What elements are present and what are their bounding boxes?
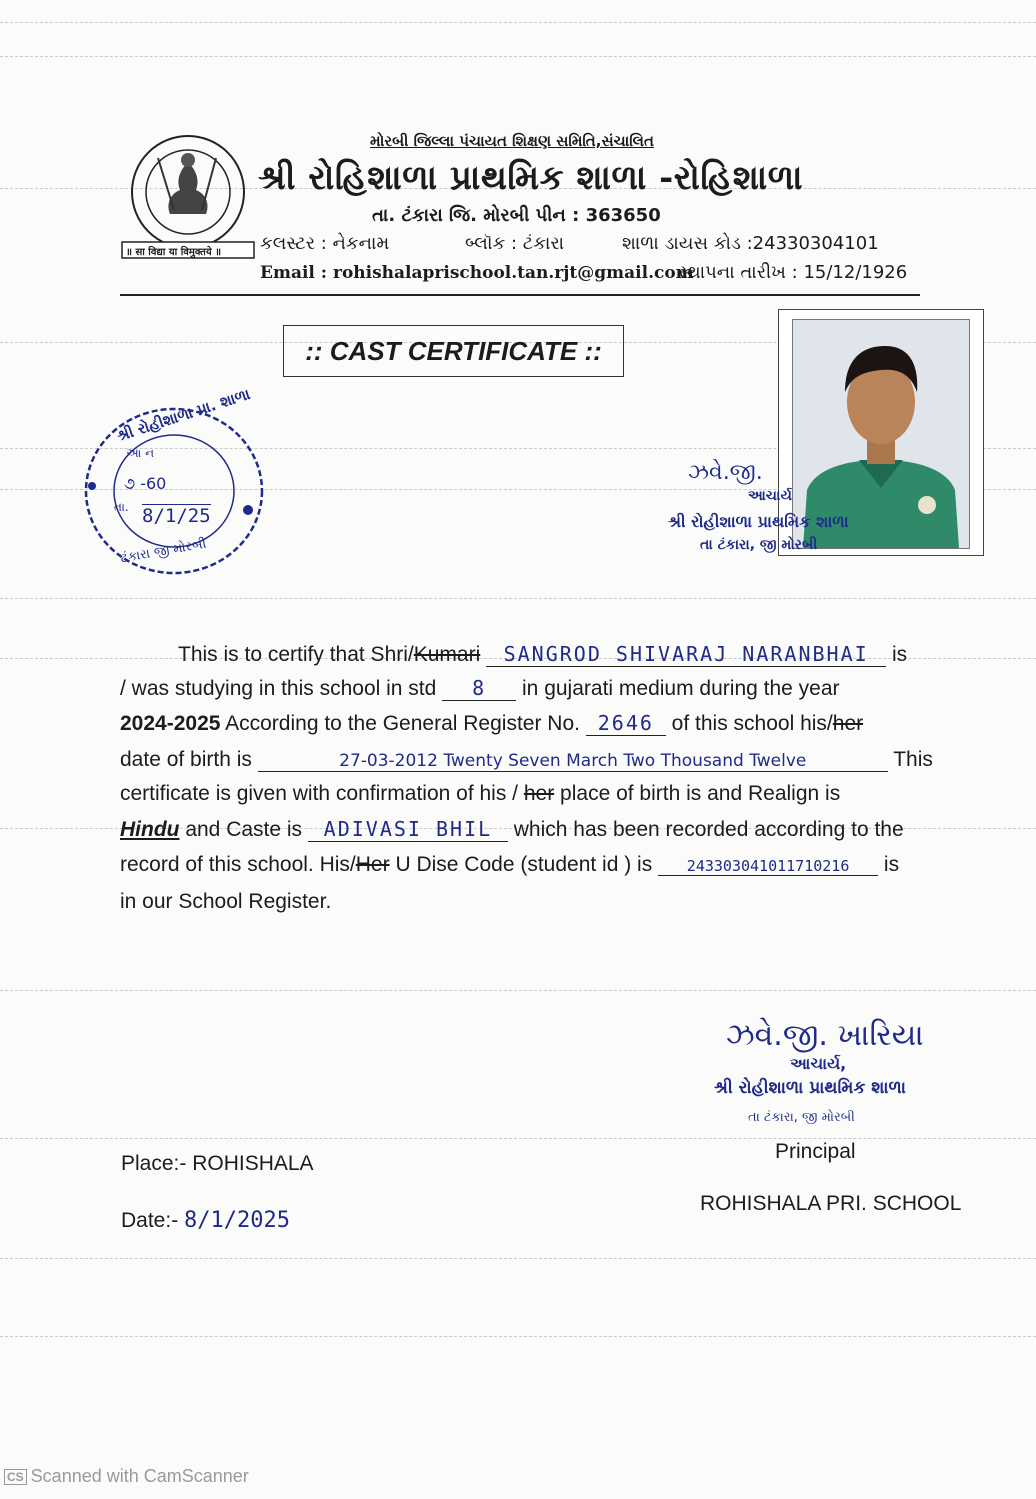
round-stamp-date: 8/1/25 (142, 505, 211, 527)
scan-line (0, 1336, 1036, 1337)
established-date: સ્થાપના તારીખ : 15/12/1926 (678, 262, 908, 283)
date-of-birth: 27-03-2012 Twenty Seven March Two Thousand Twelve (258, 751, 888, 772)
school-email: Email : rohishalaprischool.tan.rjt@gmail.com (260, 263, 694, 283)
body-line-4 (120, 748, 933, 772)
struck-text: Kumari (413, 643, 481, 666)
register-text: According to the General Register No. (225, 712, 580, 735)
academic-year: 2024-2025 (120, 712, 221, 735)
round-stamp-number: ૭ -60 (124, 474, 167, 493)
struck-text: Her (355, 853, 390, 876)
block-info: બ્લૉક : ટંકારા (465, 233, 565, 254)
dise-code: શાળા ડાયસ કોડ :24330304101 (622, 233, 879, 254)
body-line-3 (120, 711, 863, 736)
school-name: શ્રી રોહિશાળા પ્રાથમિક શાળા -રોહિશાળા (258, 158, 804, 198)
religion: Hindu (120, 818, 180, 841)
place-label: Place:- ROHISHALA (121, 1152, 314, 1175)
photo-stamp-location: તા ટંકારા, જી મોરબી (700, 537, 818, 553)
certificate-title-box (283, 325, 624, 377)
body-line-5 (120, 782, 840, 806)
scan-line (0, 1258, 1036, 1259)
udise-code: 243303041011710216 (658, 857, 878, 876)
body-line-2 (120, 676, 840, 701)
body-line-7 (120, 853, 899, 877)
scan-line (0, 1138, 1036, 1139)
body-line-1 (178, 642, 907, 667)
medium-text: in gujarati medium during the year (522, 677, 840, 700)
scan-line (0, 22, 1036, 23)
school-his-text: of this school his/ (671, 712, 833, 735)
text-is: is (891, 643, 908, 666)
round-stamp-ring-text: શ્રી રોહીશાળા પ્રા. શાળા (114, 384, 253, 446)
body-line-6 (120, 817, 904, 842)
watermark-text: Scanned with CamScanner (30, 1466, 249, 1486)
header-divider (120, 294, 920, 296)
photo-signature: ઝવે.જી. (688, 460, 763, 485)
certificate-title: :: CAST CERTIFICATE :: (305, 335, 602, 366)
student-standard: 8 (442, 676, 516, 701)
school-short-name: ROHISHALA PRI. SCHOOL (700, 1192, 962, 1215)
logo-motto: ॥ सा विद्या या विमुक्तये ॥ (126, 247, 222, 258)
principal-stamp-location: તા ટંકારા, જી મોરબી (748, 1110, 855, 1125)
text-this: This (893, 748, 933, 771)
udise-text: U Dise Code (student id ) is (395, 853, 653, 876)
gr-number: 2646 (586, 711, 666, 736)
dob-text: date of birth is (120, 748, 252, 771)
school-logo (118, 130, 258, 260)
round-stamp-ring-bottom: ટંકારા જી મોરબી (119, 536, 208, 567)
place-religion-text: place of birth is and Realign is (560, 782, 841, 805)
principal-stamp-designation: આચાર્ય, (790, 1054, 847, 1073)
studying-text: / was studying in this school in std (120, 677, 437, 700)
round-stamp (76, 384, 272, 584)
caste: ADIVASI BHIL (308, 817, 508, 842)
principal-stamp-school: શ્રી રોહીશાળા પ્રાથમિક શાળા (714, 1078, 906, 1098)
scan-line (0, 598, 1036, 599)
date-label: Date:- (121, 1209, 179, 1232)
student-name: SANGROD SHIVARAJ NARANBHAI (486, 642, 886, 667)
issue-date: 8/1/2025 (184, 1208, 290, 1233)
register-closing: in our School Register. (120, 890, 332, 913)
school-address: તા. ટંકારા જિ. મોરબી પીન : 363650 (372, 205, 661, 226)
confirmation-text: certificate is given with confirmation of his / (120, 782, 518, 805)
body-line-8 (120, 890, 331, 914)
scan-line (0, 56, 1036, 57)
photo-stamp-school: શ્રી રોહીશાળા પ્રાથમિક શાળા (668, 512, 849, 531)
scan-line (0, 990, 1036, 991)
photo-stamp-designation: આચાર્ય (748, 488, 792, 504)
date-line (121, 1208, 290, 1233)
certify-text: This is to certify that Shri/ (178, 643, 414, 666)
struck-text: her (523, 782, 555, 805)
record-text: record of this school. His/ (120, 853, 356, 876)
scanner-watermark (4, 1466, 249, 1487)
principal-label: Principal (775, 1140, 856, 1163)
recorded-text: which has been recorded according to the (513, 818, 904, 841)
struck-text: her (832, 712, 864, 735)
cluster-info: કલસ્ટર : નેકનામ (260, 233, 390, 254)
camscanner-icon: CS (4, 1469, 27, 1485)
caste-text: and Caste is (185, 818, 303, 841)
text-is: is (883, 853, 900, 876)
governing-body: મોરબી જિલ્લા પંચાયત શિક્ષણ સમિતિ,સંચાલિત (370, 132, 654, 150)
round-stamp-line1: આ ન (126, 446, 155, 460)
principal-signature: ઝવે.જી. ખારિયા (726, 1018, 924, 1053)
round-stamp-line3: તા. (114, 500, 129, 514)
